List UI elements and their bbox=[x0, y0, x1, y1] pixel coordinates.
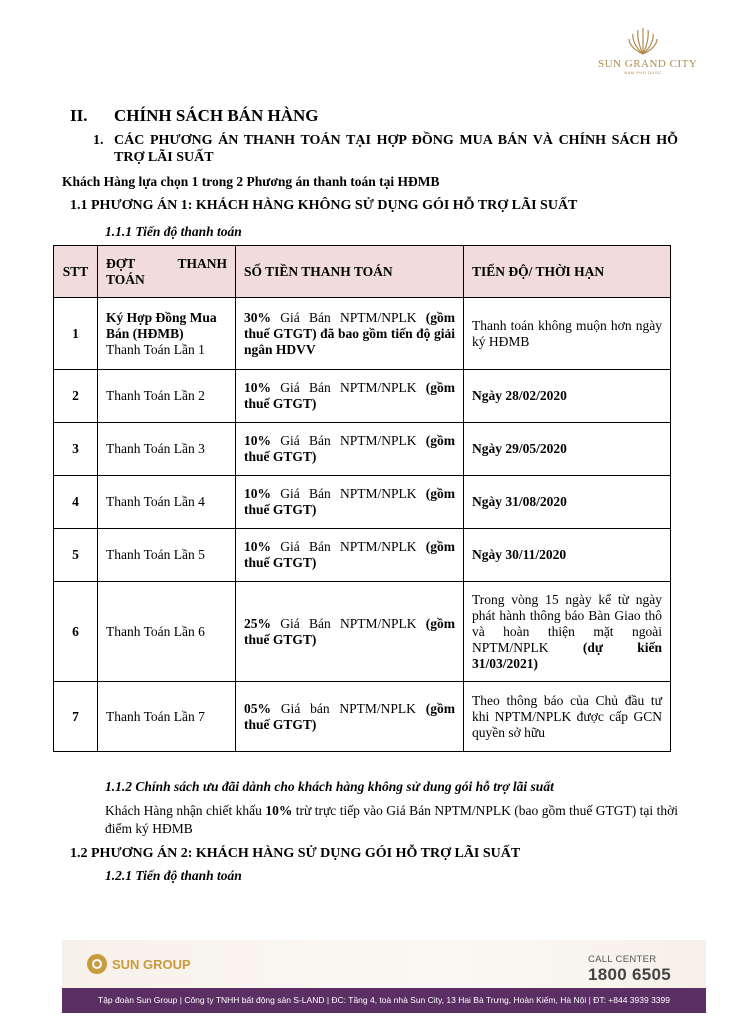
dot-label: Thanh Toán Lần 3 bbox=[106, 441, 205, 456]
call-center-label: CALL CENTER bbox=[588, 954, 657, 965]
logo-name: SUN GRAND CITY bbox=[598, 58, 698, 70]
table-row bbox=[54, 476, 671, 529]
cell-schedule bbox=[464, 529, 671, 582]
table-row bbox=[54, 423, 671, 476]
dot-label: Thanh Toán Lần 7 bbox=[106, 708, 205, 724]
policy-text bbox=[105, 802, 678, 838]
call-center bbox=[588, 954, 671, 985]
amount-percent: 30% bbox=[244, 309, 271, 325]
policy-title: 1.1.2 Chính sách ưu đãi dành cho khách hàng không sử dung gói hỗ trợ lãi suất bbox=[105, 779, 554, 794]
table-row bbox=[54, 370, 671, 423]
amount-percent: 10% bbox=[244, 380, 271, 395]
cell-schedule bbox=[464, 476, 671, 529]
header-dot-word-3: TOÁN bbox=[106, 271, 145, 287]
dot-label: Thanh Toán Lần 6 bbox=[106, 623, 205, 639]
cell-amount bbox=[236, 582, 464, 682]
cell-amount bbox=[236, 529, 464, 582]
amount-tax-note: (gồm thuế GTGT) bbox=[244, 700, 455, 732]
amount-tax-note: (gồm thuế GTGT) đã bao gồm tiến độ giải ngân HDVV bbox=[244, 309, 455, 357]
call-center-number[interactable]: 1800 6505 bbox=[588, 965, 672, 984]
amount-percent: 10% bbox=[244, 486, 271, 501]
sun-group-name: SUN GROUP bbox=[112, 956, 191, 972]
table-row bbox=[54, 529, 671, 582]
cell-schedule bbox=[464, 582, 671, 682]
option-1-subtitle: 1.1.1 Tiến độ thanh toán bbox=[105, 224, 242, 239]
amount-percent: 25% bbox=[244, 615, 271, 631]
sun-group-logo bbox=[86, 953, 191, 975]
table-row bbox=[54, 582, 671, 682]
amount-tax-note: (gồm thuế GTGT) bbox=[244, 486, 455, 517]
cell-dot bbox=[98, 370, 236, 423]
amount-tax-note: (gồm thuế GTGT) bbox=[244, 615, 455, 647]
amount-percent: 10% bbox=[244, 433, 271, 448]
schedule-date: (dự kiến 31/03/2021) bbox=[472, 639, 662, 671]
amount-tax-note: (gồm thuế GTGT) bbox=[244, 433, 455, 464]
schedule-text: Theo thông báo của Chủ đầu tư khi NPTM/NPLK được cấp GCN quyền sở hữu bbox=[472, 692, 662, 740]
cell-schedule bbox=[464, 298, 671, 370]
sun-group-logo-icon bbox=[86, 953, 108, 975]
dot-label: Thanh Toán Lần 4 bbox=[106, 494, 205, 509]
cell-stt: 2 bbox=[54, 370, 98, 423]
cell-amount bbox=[236, 298, 464, 370]
option-2-title: 1.2 PHƯƠNG ÁN 2: KHÁCH HÀNG SỬ DỤNG GÓI HỖ TRỢ LÃI SUẤT bbox=[70, 846, 521, 861]
policy-text-b: trừ trực tiếp vào Giá Bán NPTM/NPLK (bao gồm thuế GTGT) tại thời điểm ký HĐMB bbox=[105, 803, 678, 836]
footer-address-bar: Tập đoàn Sun Group | Công ty TNHH bất động sản S-LAND | ĐC: Tầng 4, toà nhà Sun City, 13 Hai Bà Trưng, Hoàn Kiếm, Hà Nội | ĐT: +844 3939 3399 bbox=[62, 988, 706, 1013]
dot-label-bold: Ký Hợp Đồng Mua Bán (HĐMB) bbox=[106, 309, 217, 341]
cell-amount bbox=[236, 370, 464, 423]
option-1-title: 1.1 PHƯƠNG ÁN 1: KHÁCH HÀNG KHÔNG SỬ DỤNG GÓI HỖ TRỢ LÃI SUẤT bbox=[70, 198, 578, 213]
heading-1-number: 1. bbox=[93, 133, 104, 148]
sun-grand-city-logo bbox=[598, 22, 698, 75]
header-stt: STT bbox=[54, 246, 98, 298]
amount-text: Giá Bán NPTM/NPLK bbox=[271, 615, 426, 631]
cell-stt: 7 bbox=[54, 682, 98, 752]
schedule-date: Ngày 31/08/2020 bbox=[472, 494, 567, 509]
cell-dot bbox=[98, 582, 236, 682]
dot-label: Thanh Toán Lần 5 bbox=[106, 547, 205, 562]
table-row bbox=[54, 298, 671, 370]
dot-label: Thanh Toán Lần 2 bbox=[106, 388, 205, 403]
dot-label: Thanh Toán Lần 1 bbox=[106, 341, 205, 357]
option-2-subtitle: 1.2.1 Tiến độ thanh toán bbox=[105, 868, 242, 883]
schedule-date: Ngày 28/02/2020 bbox=[472, 388, 567, 403]
heading-1-text: CÁC PHƯƠNG ÁN THANH TOÁN TẠI HỢP ĐỒNG MUA BÁN VÀ CHÍNH SÁCH HỖ TRỢ LÃI SUẤT bbox=[114, 133, 678, 165]
schedule-text: Thanh toán không muộn hơn ngày ký HĐMB bbox=[472, 317, 662, 349]
amount-percent: 05% bbox=[244, 700, 271, 716]
fan-emblem-icon bbox=[626, 22, 660, 56]
cell-schedule bbox=[464, 682, 671, 752]
amount-text: Giá Bán NPTM/NPLK bbox=[271, 486, 426, 501]
cell-stt: 4 bbox=[54, 476, 98, 529]
cell-amount bbox=[236, 423, 464, 476]
amount-text: Giá Bán NPTM/NPLK bbox=[271, 380, 426, 395]
amount-text: Giá bán NPTM/NPLK bbox=[271, 700, 426, 716]
cell-schedule bbox=[464, 423, 671, 476]
payment-schedule-table bbox=[53, 245, 671, 752]
amount-text: Giá Bán NPTM/NPLK bbox=[271, 539, 426, 554]
table-header-row bbox=[54, 246, 671, 298]
header-amount: SỐ TIỀN THANH TOÁN bbox=[236, 246, 464, 298]
cell-dot bbox=[98, 423, 236, 476]
header-dot bbox=[98, 246, 236, 298]
cell-stt: 5 bbox=[54, 529, 98, 582]
cell-dot bbox=[98, 682, 236, 752]
cell-dot bbox=[98, 476, 236, 529]
cell-stt: 1 bbox=[54, 298, 98, 370]
section-number: II. bbox=[70, 106, 88, 125]
section-heading bbox=[70, 106, 319, 126]
amount-percent: 10% bbox=[244, 539, 271, 554]
cell-stt: 6 bbox=[54, 582, 98, 682]
schedule-text: Trong vòng 15 ngày kể từ ngày phát hành thông báo Bàn Giao thô và hoàn thiện mặt ngoài NPTM/NPLK bbox=[472, 591, 662, 655]
header-dot-word-2: THANH bbox=[177, 255, 227, 271]
schedule-date: Ngày 30/11/2020 bbox=[472, 547, 567, 562]
intro-text: Khách Hàng lựa chọn 1 trong 2 Phương án thanh toán tại HĐMB bbox=[62, 174, 440, 189]
table-row bbox=[54, 682, 671, 752]
amount-text: Giá Bán NPTM/NPLK bbox=[271, 309, 426, 325]
amount-tax-note: (gồm thuế GTGT) bbox=[244, 380, 455, 411]
header-dot-word-1: ĐỢT bbox=[106, 255, 136, 271]
logo-subtitle: NAM PHÚ QUỐC bbox=[624, 70, 662, 75]
policy-text-a: Khách Hàng nhận chiết khấu bbox=[105, 803, 266, 818]
section-title: CHÍNH SÁCH BÁN HÀNG bbox=[114, 106, 319, 125]
amount-text: Giá Bán NPTM/NPLK bbox=[271, 433, 426, 448]
amount-tax-note: (gồm thuế GTGT) bbox=[244, 539, 455, 570]
cell-dot bbox=[98, 529, 236, 582]
cell-dot bbox=[98, 298, 236, 370]
cell-amount bbox=[236, 682, 464, 752]
heading-1 bbox=[93, 132, 678, 166]
cell-schedule bbox=[464, 370, 671, 423]
header-schedule: TIẾN ĐỘ/ THỜI HẠN bbox=[464, 246, 671, 298]
cell-amount bbox=[236, 476, 464, 529]
schedule-date: Ngày 29/05/2020 bbox=[472, 441, 567, 456]
cell-stt: 3 bbox=[54, 423, 98, 476]
policy-discount: 10% bbox=[265, 803, 293, 818]
